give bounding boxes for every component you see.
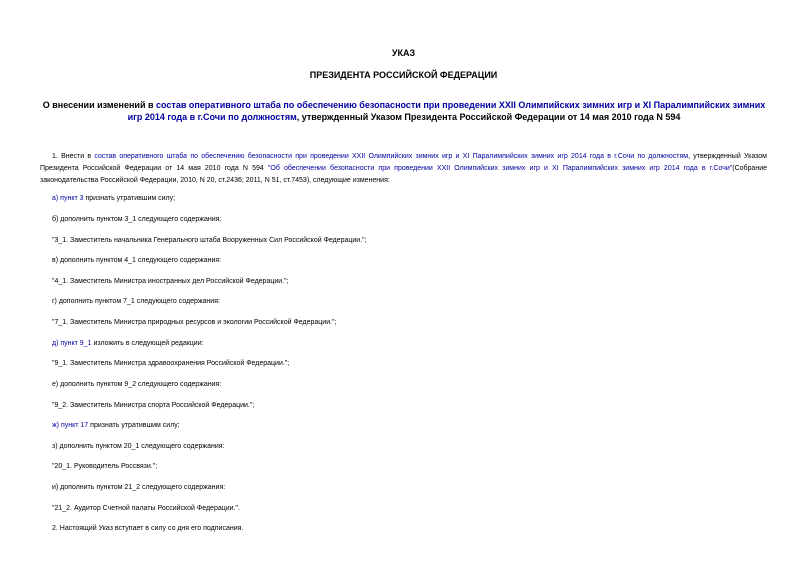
item-v: в) дополнить пунктом 4_1 следующего содержания: [52, 257, 222, 264]
document-subtitle: ПРЕЗИДЕНТА РОССИЙСКОЙ ФЕДЕРАЦИИ [309, 70, 498, 80]
item-i: и) дополнить пунктом 21_2 следующего содержания: [52, 484, 226, 491]
paragraph-2: 2. Настоящий Указ вступает в силу со дня его подписания. [52, 525, 244, 532]
document-title: УКАЗ [391, 48, 416, 58]
item-d-text: изложить в следующей редакции: [91, 340, 204, 347]
item-z: з) дополнить пунктом 20_1 следующего содержания: [52, 443, 225, 450]
staff-composition-link[interactable]: состав оперативного штаба по обеспечению безопасности при проведении XXII Олимпийских зимних игр и XI Паралимпийских зимних игр 2014 года в г.Сочи по должностям [94, 153, 689, 160]
item-v-quote: "4_1. Заместитель Министра иностранных дел Российской Федерации."; [52, 278, 289, 285]
paragraph-1-suffix: (Собрание законодательства Российской Федерации, 2010, N 20, ст.2436; 2011, N 51, ст.7453), следующие изменения: [40, 165, 767, 184]
item-zh [52, 421, 180, 430]
document-subject [40, 99, 768, 123]
item-e: е) дополнить пунктом 9_2 следующего содержания: [52, 381, 222, 388]
item-a [52, 194, 175, 203]
item-g-quote: "7_1. Заместитель Министра природных ресурсов и экологии Российской Федерации."; [52, 319, 337, 326]
item-a-text: признать утратившим силу; [83, 195, 176, 202]
item-d-quote: "9_1. Заместитель Министра здравоохранения Российской Федерации."; [52, 360, 290, 367]
item-z-quote: "20_1. Руководитель Россвязи."; [52, 463, 158, 470]
decree-594-link[interactable]: "Об обеспечении безопасности при проведении XXII Олимпийских зимних игр и XI Паралимпийских зимних игр 2014 года в г.Сочи" [267, 165, 733, 172]
item-b: б) дополнить пунктом 3_1 следующего содержания: [52, 216, 222, 223]
item-zh-text: признать утратившим силу; [88, 422, 180, 429]
subject-link[interactable]: состав оперативного штаба по обеспечению безопасности при проведении XXII Олимпийских зимних игр и XI Паралимпийских зимних игр 2014 года в г.Сочи по должностям [127, 100, 766, 122]
item-g: г) дополнить пунктом 7_1 следующего содержания: [52, 298, 220, 305]
subject-suffix: , утвержденный Указом Президента Российской Федерации от 14 мая 2010 года N 594 [296, 112, 681, 122]
item-d [52, 339, 204, 348]
item-d-link[interactable]: д) пункт 9_1 [52, 340, 92, 347]
paragraph-1-prefix: 1. Внести в [52, 153, 95, 160]
subject-prefix: О внесении изменений в [42, 100, 157, 110]
item-b-quote: "3_1. Заместитель начальника Генерального штаба Вооруженных Сил Российской Федерации."; [52, 237, 367, 244]
item-i-quote: "21_2. Аудитор Счетной палаты Российской Федерации.". [52, 505, 240, 512]
item-e-quote: "9_2. Заместитель Министра спорта Российской Федерации."; [52, 402, 255, 409]
item-a-link[interactable]: а) пункт 3 [52, 195, 84, 202]
paragraph-1 [40, 151, 767, 187]
item-zh-link[interactable]: ж) пункт 17 [52, 422, 89, 429]
paragraph-1-middle: , утвержденный Указом Президента Российской Федерации от 14 мая 2010 года N 594 [40, 153, 767, 172]
